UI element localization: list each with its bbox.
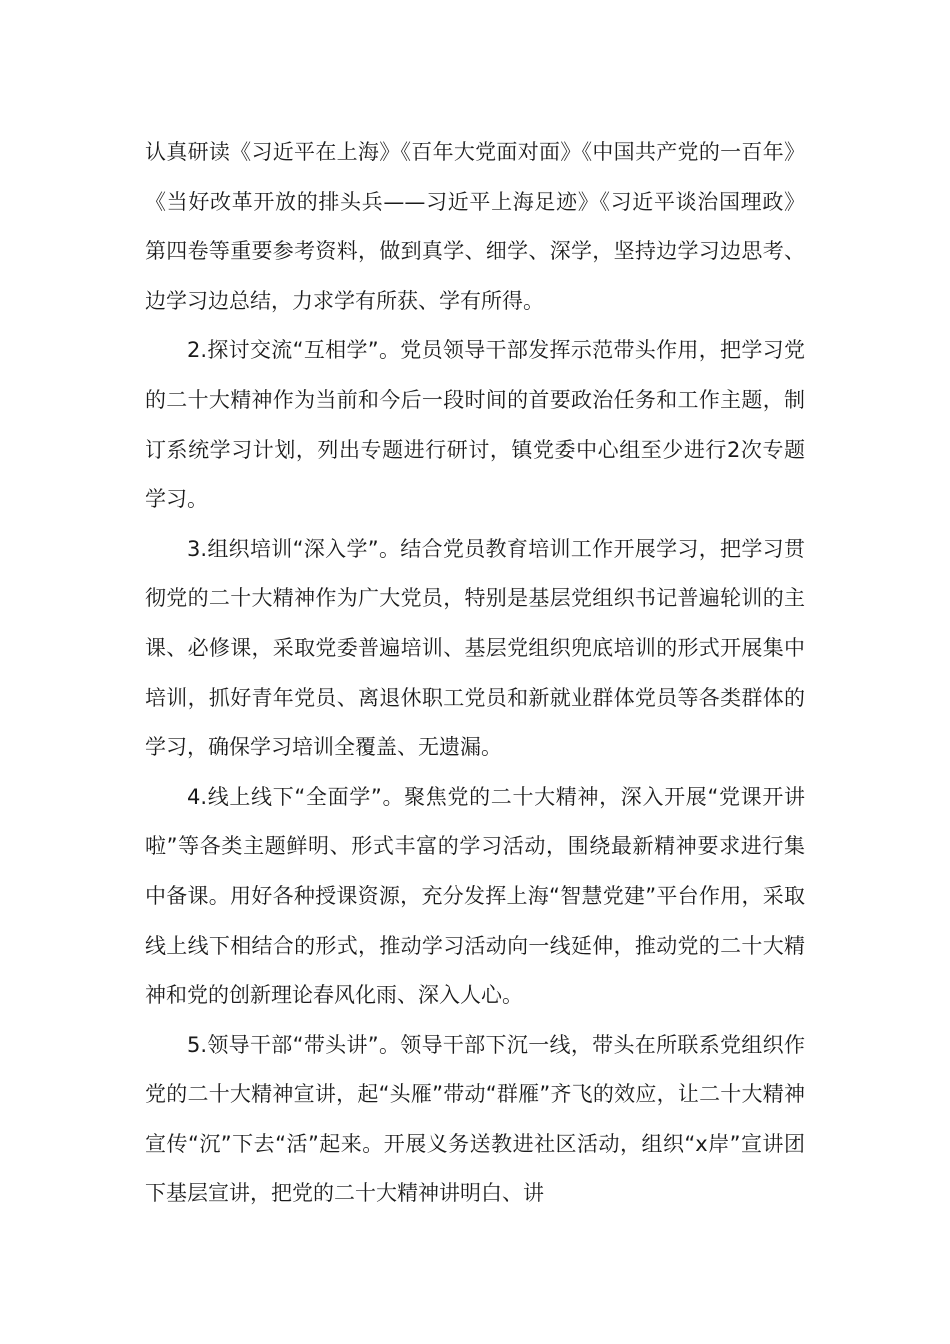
document-body [145,128,805,1219]
paragraph-item-5: 5.领导干部“带头讲”。领导干部下沉一线，带头在所联系党组织作党的二十大精神宣讲，起“头雁”带动“群雁”齐飞的效应，让二十大精神宣传“沉”下去“活”起来。开展义务送教进社区活动，组织“x岸”宣讲团下基层宣讲，把党的二十大精神讲明白、讲 [145,1032,805,1206]
paragraph-item-2: 2.探讨交流“互相学”。党员领导干部发挥示范带头作用，把学习党的二十大精神作为当前和今后一段时间的首要政治任务和工作主题，制订系统学习计划，列出专题进行研讨，镇党委中心组至少进行2次专题学习。 [145,338,805,512]
paragraph-item-4: 4.线上线下“全面学”。聚焦党的二十大精神，深入开展“党课开讲啦”等各类主题鲜明、形式丰富的学习活动，围绕最新精神要求进行集中备课。用好各种授课资源，充分发挥上海“智慧党建”平台作用，采取线上线下相结合的形式，推动学习活动向一线延伸，推动党的二十大精神和党的创新理论春风化雨、深入人心。 [145,784,805,1008]
paragraph-item-3: 3.组织培训“深入学”。结合党员教育培训工作开展学习，把学习贯彻党的二十大精神作为广大党员，特别是基层党组织书记普遍轮训的主课、必修课，采取党委普遍培训、基层党组织兜底培训的形式开展集中培训，抓好青年党员、离退休职工党员和新就业群体党员等各类群体的学习，确保学习培训全覆盖、无遗漏。 [145,536,805,760]
paragraph-reading-materials: 认真研读《习近平在上海》《百年大党面对面》《中国共产党的一百年》《当好改革开放的排头兵——习近平上海足迹》《习近平谈治国理政》第四卷等重要参考资料，做到真学、细学、深学，坚持边学习边思考、边学习边总结，力求学有所获、学有所得。 [145,140,805,313]
